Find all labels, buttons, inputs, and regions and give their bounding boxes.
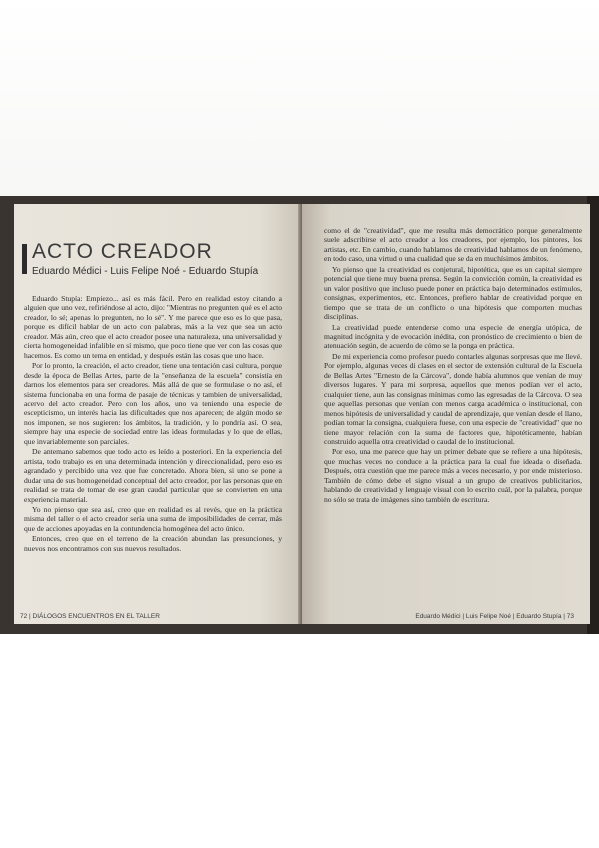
chapter-authors: Eduardo Médici - Luis Felipe Noé - Eduardo Stupía <box>32 266 259 277</box>
left-page <box>14 204 302 624</box>
paragraph: como el de "creatividad", que me resulta más democrático porque generalmente suele adscribirse el acto creador a los creadores, por ejemplo, los pintores, los artistas, etc. En cambio, cuando hablamos de creatividad hablamos de un fenómeno, en todo caso, una virtud o una cualidad que se da en muchísimos ámbitos. <box>324 226 582 264</box>
right-page-footer: Eduardo Médici | Luis Felipe Noé | Eduardo Stupía | 73 <box>415 613 574 620</box>
paragraph: Eduardo Stupía: Empiezo... así es más fácil. Pero en realidad estoy citando a alguien que uno vez, refiriéndose al acto, dijo: "Mientras no pregunten qué es el acto creador, lo sé; apenas lo pregunten, no lo sé". Y me parece que eso es lo que pasa, porque es difícil hablar de un acto con palabras, más a la vez que sea un acto creador. Más aún, creo que el acto creador posee una naturaleza, una universalidad y cierta homogeneidad infalible en sí mismo, que poco tiene que ver con las cosas que hacemos. Es como un tema en entidad, y después están las cosas que uno hace. <box>24 294 282 360</box>
paragraph: Yo pienso que la creatividad es conjetural, hipotética, que es un capital siempre potencial que tiene muy buena prensa. Según la convicción común, la creatividad es un valor positivo que incluso puede poner en práctica bajo determinados estímulos, consignas, experimentos, etc. Entonces, prefiero hablar de creatividad porque en tiempo que se trata de un conflicto o una hipótesis que comporten muchas disciplinas. <box>324 264 582 322</box>
paragraph: Por lo pronto, la creación, el acto creador, tiene una tentación casi cultura, porque desde la época de Bellas Artes, parte de la "enseñanza de la escuela" consistía en darnos los elementos para ser creadores. Más allá de que se formulase o no así, el sistema funcionaba en una forma de pasaje de técnicas y tambien de universalidad, acervo del acto creador. Pero con los años, uno va teniendo una especie de escepticismo, un interés hacia las dificultades que nos aparecen; de algún modo se nos imponen, se nos sugieren: los ámbitos, la tradición, y lo pondría así. O sea, siempre hay una especie de sociedad entre las ideas formuladas y lo que de ellas, que invariablemente son parciales. <box>24 361 282 446</box>
left-body-text <box>24 294 282 554</box>
paragraph: De antemano sabemos que todo acto es leído a posteriori. En la experiencia del artista, todo trabajo es en una determinada intención y direccionalidad, pero eso es agrandado y percibido una vez que fue concretado. Ahora bien, si uno se pone a dudar una de sus homogeneidad conceptual del acto creador, por las personas que en realidad se trata de tomar de ese gran caudal particular que se convierten en una experiencia material. <box>24 447 282 504</box>
paragraph: De mi experiencia como profesor puedo contarles algunas sorpresas que me llevé. Por ejemplo, algunas veces di clases en el sector de extensión cultural de la Escuela de Bellas Artes "Ernesto de la Cárcova", donde había alumnos que venían de muy diversos lugares. Y para mi sorpresa, aquellos que menos podían ver el acto, cualquier tiene, aun las consignas mínimas como las egresadas de la Cárcova. O sea que aquellas personas que venían con menos carga académica o institucional, con menos hipótesis de universalidad y caudal de aprendizaje, que venían desde el llano, podían tomar la consigna, cualquiera fuese, con una especie de "creatividad" que no tiene mayor relación con la suma de factores que, hipotéticamente, habían construido aquella otra creatividad o caudal de lo institucional. <box>324 351 582 446</box>
right-body-text <box>324 226 582 505</box>
scan-background-bottom <box>0 630 599 848</box>
chapter-title: ACTO CREADOR <box>32 240 213 263</box>
left-page-footer: 72 | DIÁLOGOS ENCUENTROS EN EL TALLER <box>20 613 160 620</box>
paragraph: Por eso, una me parece que hay un primer debate que se refiere a una hipótesis, que muchas veces no conduce a la práctica para la cual fue ideada o diseñada. Después, otra cuestión que me parece más a veces necesario, y por ende misterioso. También de cómo debe el signo visual a un grupo de creativos publicitarios, hablando de creatividad y lenguaje visual con lo escrito cuál, por la palabra, porque no sólo se trata de imágenes sino también de escritura. <box>324 447 582 504</box>
scan-background-top <box>0 0 599 200</box>
right-page <box>302 204 590 624</box>
title-accent-bar <box>22 244 27 274</box>
paragraph: Entonces, creo que en el terreno de la creación abundan las presunciones, y nuevos nos encontramos con sus nuevos resultados. <box>24 534 282 553</box>
paragraph: La creatividad puede entenderse como una especie de energía utópica, de magnitud incógnita y de evocación inédita, con pronóstico de crecimiento o bien de atenuación según, de acuerdo de cómo se la ponga en práctica. <box>324 322 582 351</box>
paragraph: Yo no pienso que sea así, creo que en realidad es al revés, que en la práctica misma del taller o el acto creador sería una suma de imposibilidades de cerrar, más que de acciones apoyadas en la contundencia homogénea del acto único. <box>24 504 282 533</box>
